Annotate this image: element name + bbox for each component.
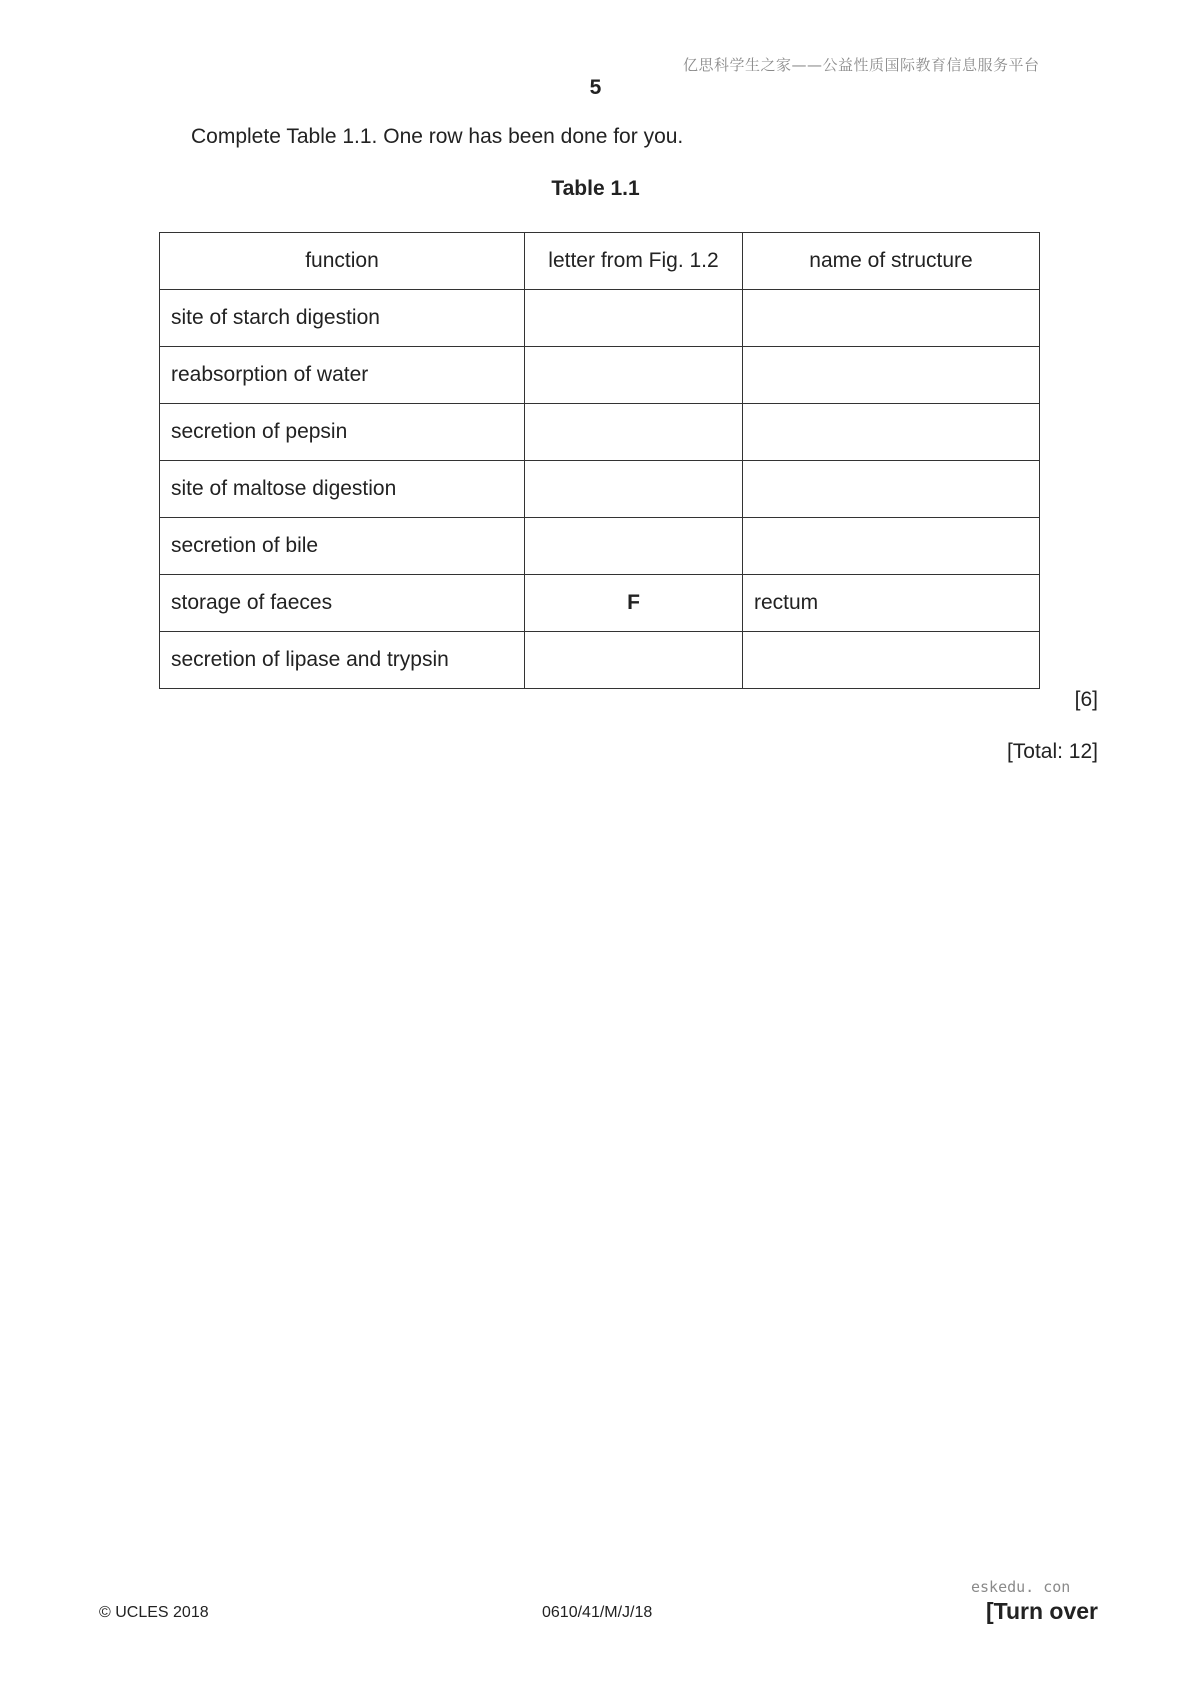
header-letter: letter from Fig. 1.2	[525, 233, 743, 290]
answer-table	[159, 232, 1040, 689]
footer-copyright: © UCLES 2018	[99, 1604, 209, 1621]
name-answer-cell[interactable]	[743, 632, 1040, 689]
table-row	[160, 404, 1040, 461]
question-instruction: Complete Table 1.1. One row has been done for you.	[191, 125, 684, 148]
letter-answer-cell[interactable]	[525, 290, 743, 347]
letter-example-cell: F	[525, 575, 743, 632]
letter-answer-cell[interactable]	[525, 632, 743, 689]
page-number: 5	[589, 76, 602, 99]
watermark-bottom: eskedu. con	[971, 1578, 1071, 1596]
letter-answer-cell[interactable]	[525, 461, 743, 518]
name-answer-cell[interactable]	[743, 404, 1040, 461]
table-row	[160, 290, 1040, 347]
function-cell: secretion of bile	[160, 518, 525, 575]
function-cell: site of starch digestion	[160, 290, 525, 347]
total-marks: [Total: 12]	[1006, 740, 1098, 763]
table-row	[160, 518, 1040, 575]
table-row	[160, 461, 1040, 518]
name-example-cell: rectum	[743, 575, 1040, 632]
function-cell: secretion of pepsin	[160, 404, 525, 461]
table-row	[160, 347, 1040, 404]
function-cell: reabsorption of water	[160, 347, 525, 404]
name-answer-cell[interactable]	[743, 518, 1040, 575]
header-function: function	[160, 233, 525, 290]
table-title: Table 1.1	[551, 177, 640, 200]
watermark-top: 亿思科学生之家——公益性质国际教育信息服务平台	[683, 56, 1040, 74]
letter-answer-cell[interactable]	[525, 347, 743, 404]
function-cell: storage of faeces	[160, 575, 525, 632]
footer-paper-code: 0610/41/M/J/18	[542, 1604, 653, 1621]
name-answer-cell[interactable]	[743, 290, 1040, 347]
function-cell: secretion of lipase and trypsin	[160, 632, 525, 689]
table-header-row	[160, 233, 1040, 290]
letter-answer-cell[interactable]	[525, 404, 743, 461]
marks-allocation: [6]	[1074, 688, 1098, 711]
table-row	[160, 575, 1040, 632]
name-answer-cell[interactable]	[743, 347, 1040, 404]
function-cell: site of maltose digestion	[160, 461, 525, 518]
name-answer-cell[interactable]	[743, 461, 1040, 518]
footer-turn-over: [Turn over	[985, 1598, 1098, 1624]
letter-answer-cell[interactable]	[525, 518, 743, 575]
table-row	[160, 632, 1040, 689]
header-name: name of structure	[743, 233, 1040, 290]
